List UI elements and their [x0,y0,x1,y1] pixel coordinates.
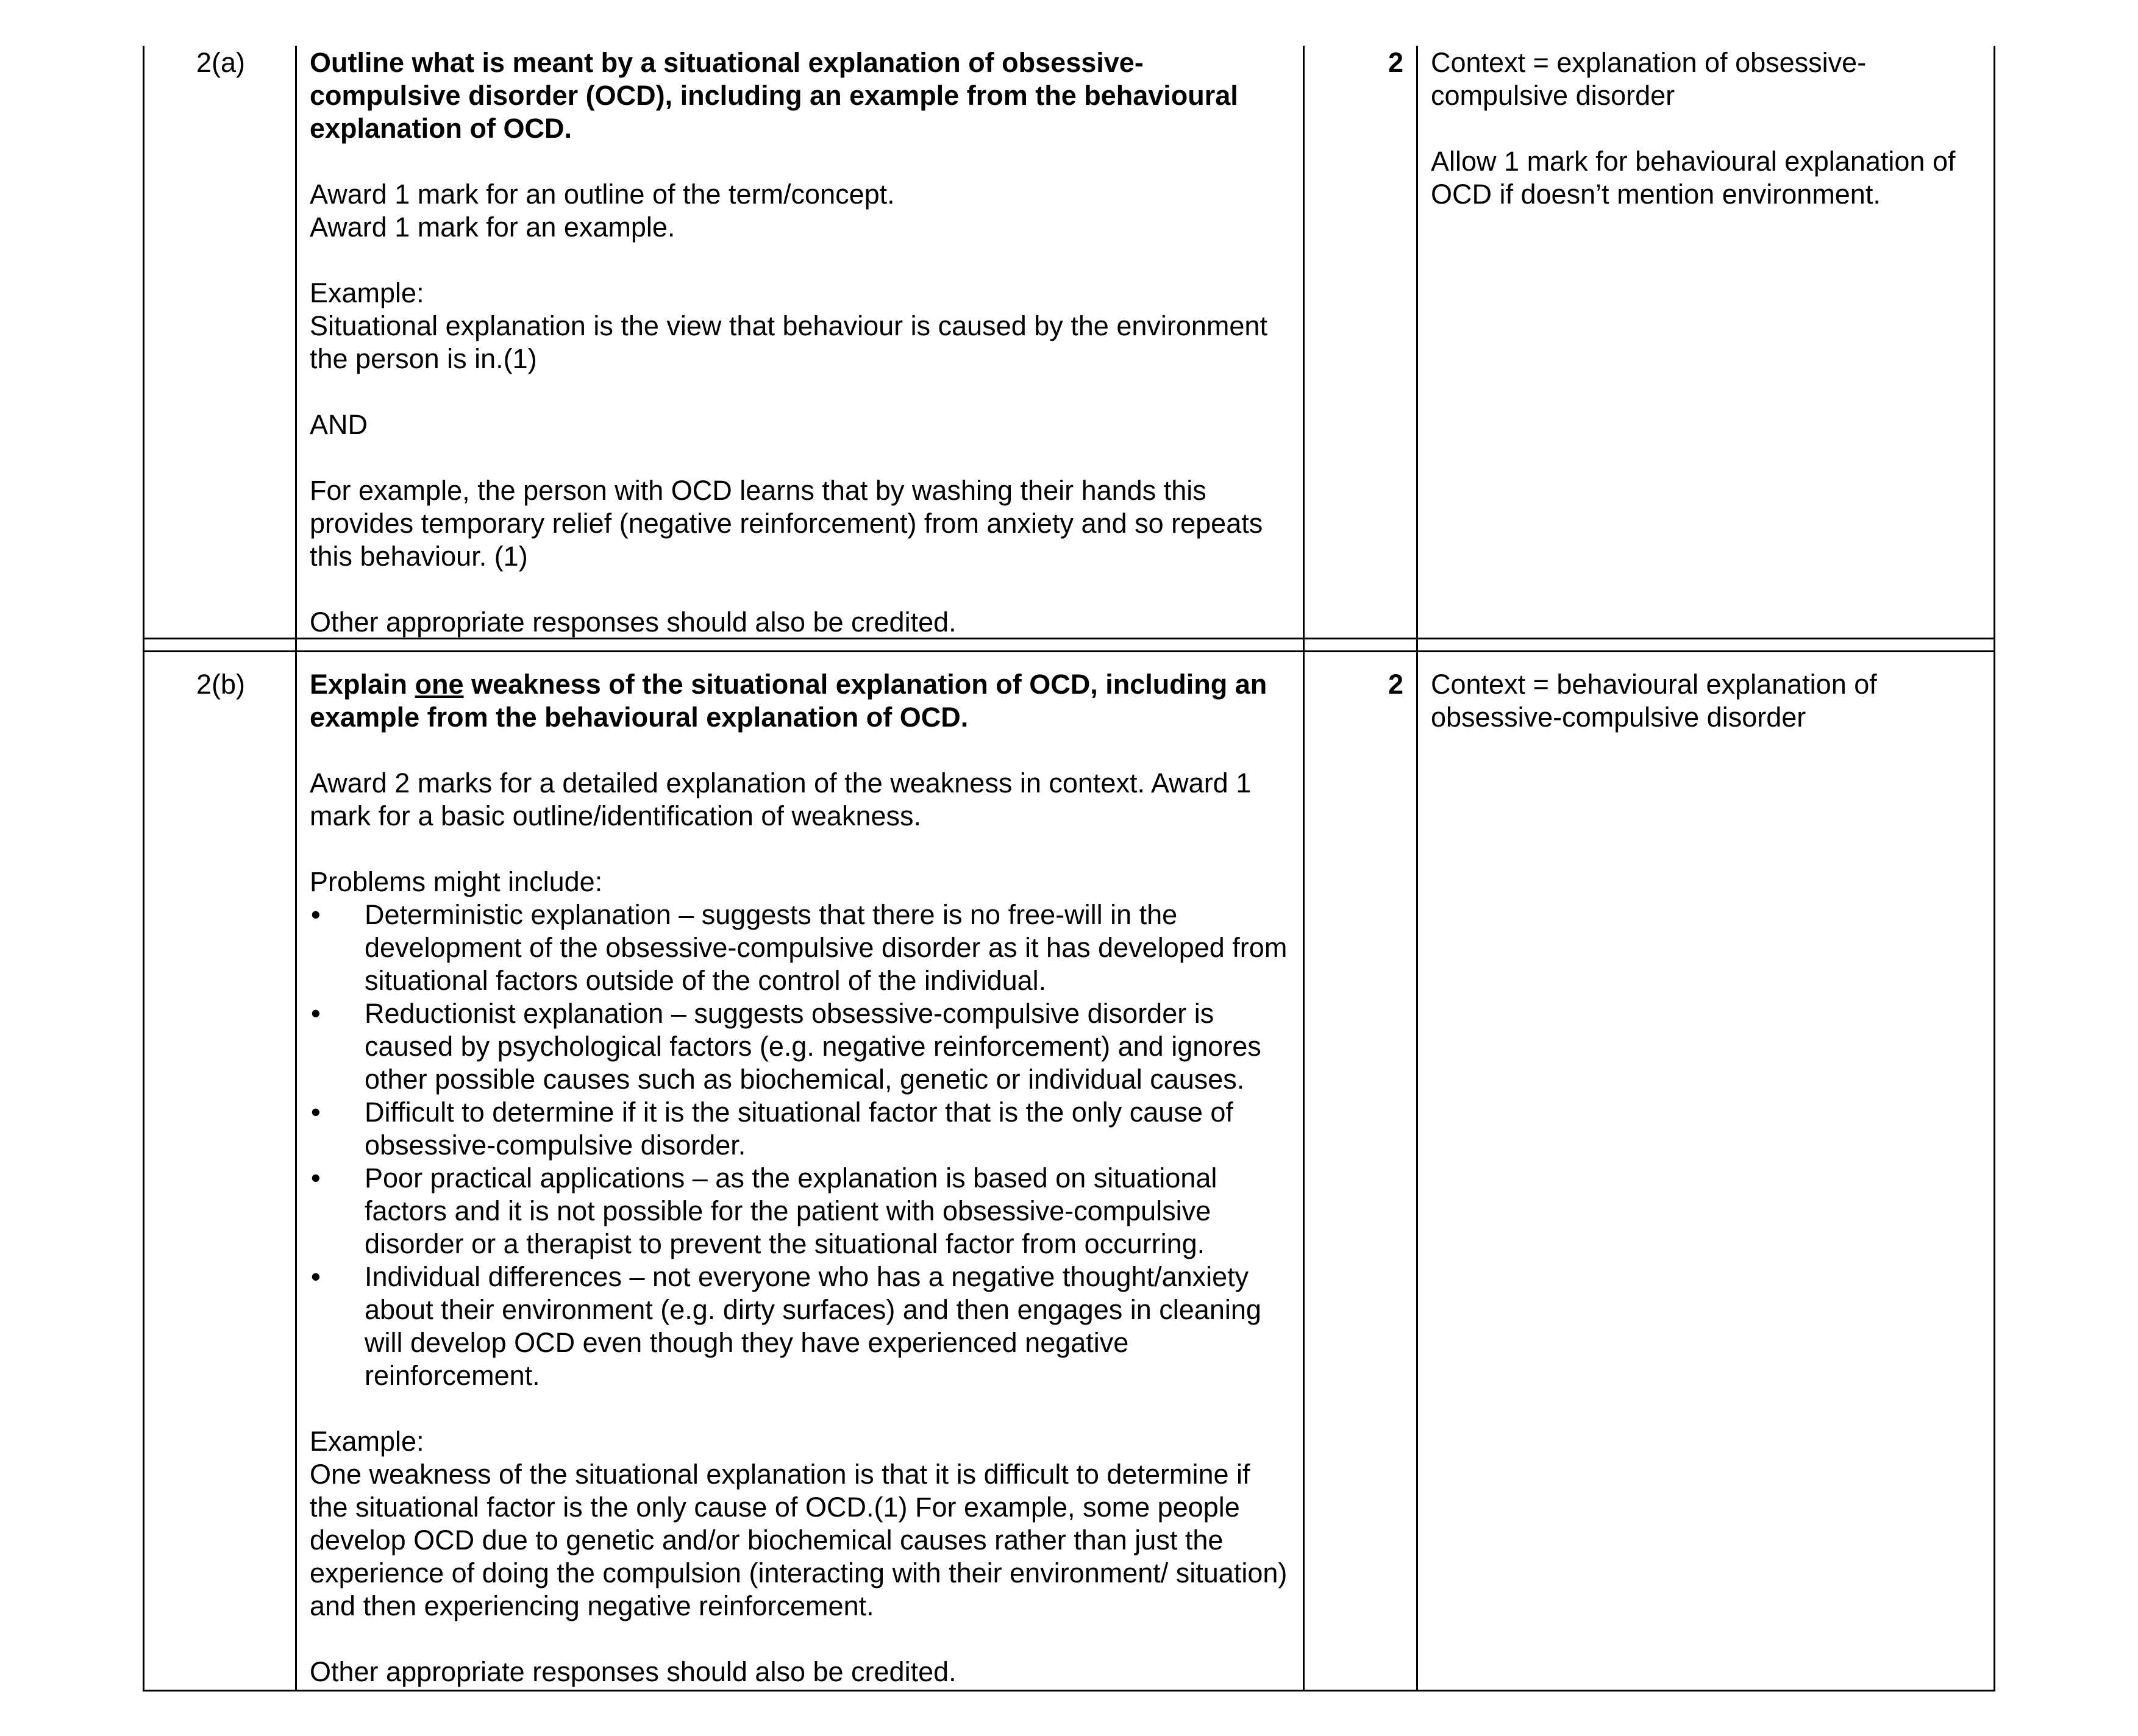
context-note: Context = behavioural explanation of obsessive-compulsive disorder [1431,669,1877,733]
guidance-line: Award 1 mark for an example. [310,212,675,243]
example-heading: Example: [310,1426,424,1457]
list-item: • Poor practical applications – as the explanation is based on situational factors and it is not possible for the patient with obsessive-compulsive disorder or a therapist to prevent the situational factor from occurring. [310,1162,1291,1261]
list-item: • Reductionist explanation – suggests obsessive-compulsive disorder is caused by psychological factors (e.g. negative reinforcement) and ignores other possible causes such as biochemical, genetic or individual causes. [310,997,1291,1096]
problems-list [310,898,1291,1392]
marking-guidance [310,178,1291,244]
example-block [310,1425,1291,1623]
question-text [310,668,1291,734]
row-separator-bottom [143,650,1995,652]
example-text-continued: For example, the person with OCD learns that by washing their hands this provides temporary relief (negative reinforcement) from anxiety and so repeats this behaviour. (1) [310,475,1263,572]
other-responses-note: Other appropriate responses should also be credited. [310,1656,957,1687]
problems-heading: Problems might include: [310,866,603,897]
and-label: AND [310,409,368,440]
marking-guidance: Award 2 marks for a detailed explanation of the weakness in context. Award 1 mark for a basic outline/identification of weakness. [310,767,1252,831]
question-text: Outline what is meant by a situational explanation of obsessive-compulsive disorder (OCD), including an example from the behavioural explanation of OCD. [310,47,1238,144]
example-text: One weakness of the situational explanation is that it is difficult to determine if the situational factor is the only cause of OCD.(1) For example, some people develop OCD due to genetic and/or biochemical causes rather than just the experience of doing the compulsion (interacting with their environment/ situation) and then experiencing negative reinforcement. [310,1459,1288,1621]
column-divider-1 [295,46,297,1692]
table-border-bottom [143,1690,1995,1692]
guidance-notes-cell [1431,668,1987,734]
example-heading: Example: [310,277,424,308]
list-item: • Difficult to determine if it is the situational factor that is the only cause of obsessive-compulsive disorder. [310,1096,1291,1162]
other-responses-note: Other appropriate responses should also be credited. [310,607,957,638]
context-note: Context = explanation of obsessive-compulsive disorder [1431,47,1867,111]
list-item: • Individual differences – not everyone who has a negative thought/anxiety about their environment (e.g. dirty surfaces) and then engages in cleaning will develop OCD even though they have experienced negative reinforcement. [310,1261,1291,1392]
guidance-line: Award 1 mark for an outline of the term/concept. [310,179,895,210]
question-answer-cell [310,668,1291,1688]
question-number: 2(b) [196,669,245,700]
question-answer-cell [310,46,1291,639]
list-item: • Deterministic explanation – suggests that there is no free-will in the development of the obsessive-compulsive disorder as it has developed from situational factors outside of the control of the individual. [310,898,1291,997]
question-emphasis: one [415,669,464,700]
column-divider-2 [1303,46,1305,1692]
example-text: Situational explanation is the view that behaviour is caused by the environment the person is in.(1) [310,310,1267,374]
question-text-end: weakness of the situational explanation of OCD, including an example from the behavioural explanation of OCD. [310,669,1267,733]
table-border-left [143,46,144,1692]
guidance-notes-cell [1431,46,1987,211]
example-block [310,277,1291,375]
marks-value: 2 [1388,669,1403,700]
question-text-start: Explain [310,669,415,700]
marks-value: 2 [1388,47,1403,78]
question-number: 2(a) [196,47,245,78]
column-divider-3 [1416,46,1418,1692]
allowance-note: Allow 1 mark for behavioural explanation of OCD if doesn’t mention environment. [1431,146,1956,210]
table-border-right [1994,46,1995,1692]
